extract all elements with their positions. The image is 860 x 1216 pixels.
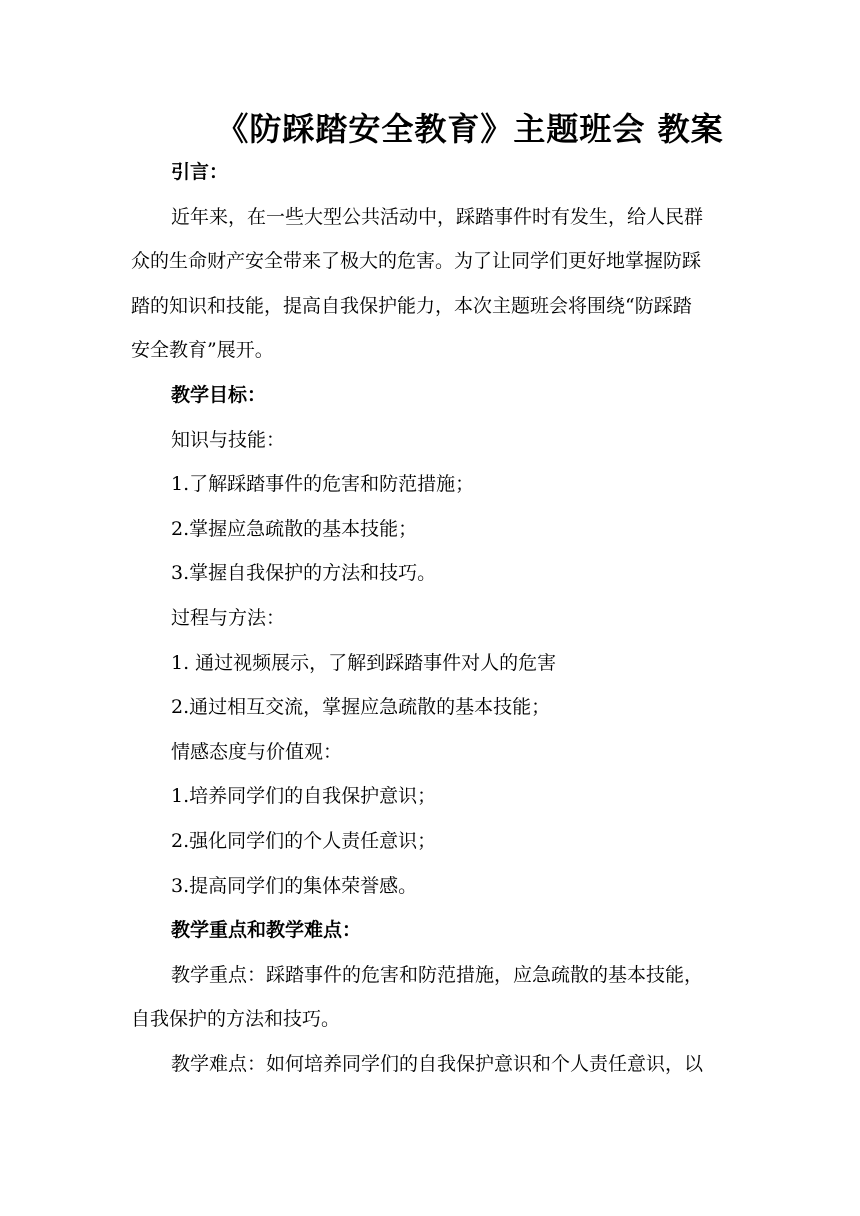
knowledge-item: 2.掌握应急疏散的基本技能； [171,517,418,540]
knowledge-item: 1.了解踩踏事件的危害和防范措施； [171,473,475,496]
knowledge-item: 3.掌握自我保护的方法和技巧。 [171,562,437,585]
intro-line: 安全教育”展开。 [131,339,274,362]
document-title: 《防踩踏安全教育》主题班会 教案 [216,110,724,148]
difficulty-line: 教学难点：如何培养同学们的自我保护意识和个人责任意识，以 [171,1052,704,1075]
intro-line: 众的生命财产安全带来了极大的危害。为了让同学们更好地掌握防踩 [131,250,702,273]
emotion-item: 3.提高同学们的集体荣誉感。 [171,874,418,897]
intro-line: 近年来，在一些大型公共活动中，踩踏事件时有发生，给人民群 [171,205,704,228]
emotion-item: 2.强化同学们的个人责任意识； [171,829,437,852]
keypoints-line: 教学重点：踩踏事件的危害和防范措施，应急疏散的基本技能， [171,963,704,986]
process-heading: 过程与方法： [171,606,286,629]
emotion-heading: 情感态度与价值观： [171,740,343,763]
knowledge-heading: 知识与技能： [171,428,286,451]
document-body [131,150,731,1086]
intro-line: 踏的知识和技能，提高自我保护能力，本次主题班会将围绕“防踩踏 [131,294,692,317]
emotion-item: 1.培养同学们的自我保护意识； [171,785,437,808]
process-item: 2.通过相互交流，掌握应急疏散的基本技能； [171,696,551,719]
process-item: 1. 通过视频展示，了解到踩踏事件对人的危害 [171,651,557,674]
keypoints-line: 自我保护的方法和技巧。 [131,1008,341,1031]
keypoints-heading: 教学重点和教学难点： [171,919,362,942]
intro-heading: 引言： [171,161,229,183]
objectives-heading: 教学目标： [171,383,267,406]
